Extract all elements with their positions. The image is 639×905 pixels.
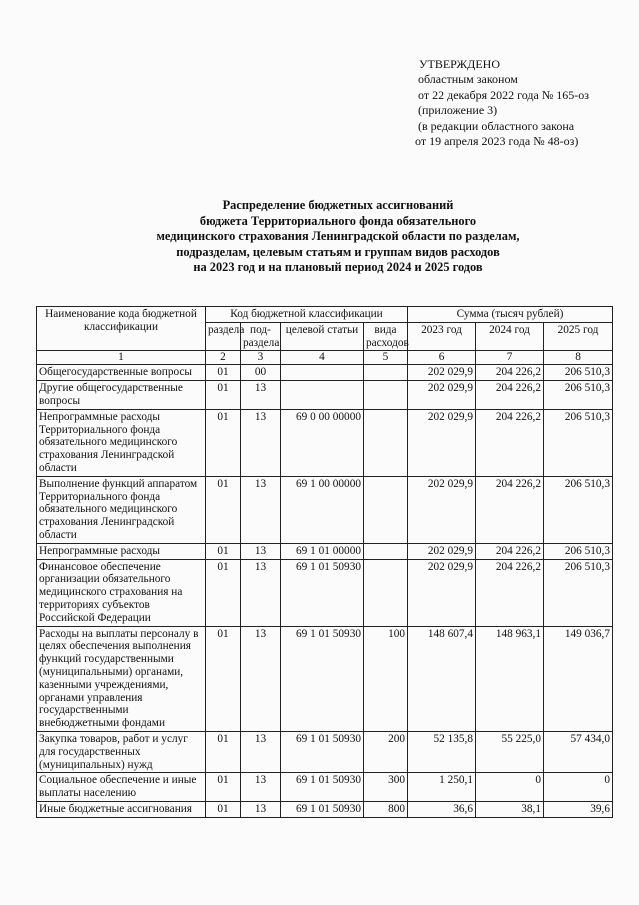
row-sum-2023: 202 029,9 xyxy=(408,365,476,381)
row-name: Общегосударственные вопросы xyxy=(37,365,206,381)
column-number: 5 xyxy=(364,351,408,365)
row-sum-2023: 52 135,8 xyxy=(408,731,476,772)
row-subsection: 00 xyxy=(241,365,281,381)
row-subsection: 13 xyxy=(241,801,281,817)
table-row xyxy=(37,626,613,731)
table-row xyxy=(37,543,613,559)
row-name: Социальное обеспечение и иные выплаты населению xyxy=(37,773,206,802)
row-name: Финансовое обеспечение организации обязательного медицинского страхования на территориях субъектов Российской Федерации xyxy=(37,559,206,626)
row-subsection: 13 xyxy=(241,381,281,410)
row-subsection: 13 xyxy=(241,626,281,731)
column-number: 4 xyxy=(281,351,364,365)
approval-line: областным законом xyxy=(418,72,518,87)
row-sum-2024: 204 226,2 xyxy=(476,381,544,410)
table-row xyxy=(37,559,613,626)
row-kind: 300 xyxy=(364,773,408,802)
row-sum-2024: 204 226,2 xyxy=(476,365,544,381)
row-name: Выполнение функций аппаратом Территориального фонда обязательного медицинского страхования Ленинградской области xyxy=(37,476,206,543)
row-sum-2023: 202 029,9 xyxy=(408,476,476,543)
row-section: 01 xyxy=(206,626,241,731)
row-kind xyxy=(364,365,408,381)
row-sum-2024: 0 xyxy=(476,773,544,802)
row-section: 01 xyxy=(206,559,241,626)
row-sum-2025: 206 510,3 xyxy=(544,559,613,626)
header-code: Код бюджетной классификации xyxy=(206,307,408,323)
row-target: 69 1 01 50930 xyxy=(281,559,364,626)
row-target: 69 1 01 50930 xyxy=(281,731,364,772)
row-target: 69 1 00 00000 xyxy=(281,476,364,543)
header-subsection: под-раздела xyxy=(241,322,281,351)
row-sum-2023: 202 029,9 xyxy=(408,381,476,410)
budget-table xyxy=(36,306,613,818)
title-line: на 2023 год и на плановый период 2024 и 2025 годов xyxy=(193,260,483,275)
row-sum-2025: 149 036,7 xyxy=(544,626,613,731)
table-row xyxy=(37,773,613,802)
table-row xyxy=(37,409,613,476)
approval-line: от 22 декабря 2022 года № 165-оз xyxy=(418,87,590,102)
row-subsection: 13 xyxy=(241,476,281,543)
row-sum-2023: 202 029,9 xyxy=(408,543,476,559)
row-sum-2024: 55 225,0 xyxy=(476,731,544,772)
header-kind: вида расходов xyxy=(364,322,408,351)
approval-line: УТВЕРЖДЕНО xyxy=(419,57,501,71)
column-number-row xyxy=(37,351,613,365)
approval-stamp xyxy=(415,57,590,149)
budget-table-body xyxy=(37,365,613,817)
header-sum: Сумма (тысяч рублей) xyxy=(408,307,613,323)
approval-line: (приложение 3) xyxy=(418,103,498,118)
column-number: 2 xyxy=(206,351,241,365)
row-target: 69 0 00 00000 xyxy=(281,409,364,476)
header-2023: 2023 год xyxy=(408,322,476,351)
row-sum-2023: 202 029,9 xyxy=(408,409,476,476)
row-sum-2024: 204 226,2 xyxy=(476,543,544,559)
column-number: 8 xyxy=(544,351,613,365)
column-number: 7 xyxy=(476,351,544,365)
row-target: 69 1 01 00000 xyxy=(281,543,364,559)
row-subsection: 13 xyxy=(241,559,281,626)
row-sum-2023: 202 029,9 xyxy=(408,559,476,626)
row-kind xyxy=(364,543,408,559)
title-line: бюджета Территориального фонда обязательного xyxy=(199,213,477,228)
row-section: 01 xyxy=(206,801,241,817)
row-sum-2024: 148 963,1 xyxy=(476,626,544,731)
row-sum-2023: 36,6 xyxy=(408,801,476,817)
table-row xyxy=(37,476,613,543)
table-row xyxy=(37,801,613,817)
table-row xyxy=(37,381,613,410)
row-target: 69 1 01 50930 xyxy=(281,801,364,817)
row-section: 01 xyxy=(206,773,241,802)
header-section: раздела xyxy=(206,322,241,351)
column-number: 6 xyxy=(408,351,476,365)
column-number: 3 xyxy=(241,351,281,365)
row-sum-2025: 206 510,3 xyxy=(544,476,613,543)
row-sum-2024: 204 226,2 xyxy=(476,559,544,626)
row-subsection: 13 xyxy=(241,731,281,772)
row-sum-2025: 206 510,3 xyxy=(544,381,613,410)
row-name: Другие общегосударственные вопросы xyxy=(37,381,206,410)
row-section: 01 xyxy=(206,409,241,476)
row-sum-2023: 148 607,4 xyxy=(408,626,476,731)
row-sum-2025: 206 510,3 xyxy=(544,409,613,476)
header-2024: 2024 год xyxy=(476,322,544,351)
row-subsection: 13 xyxy=(241,409,281,476)
row-section: 01 xyxy=(206,381,241,410)
row-target xyxy=(281,365,364,381)
row-target: 69 1 01 50930 xyxy=(281,773,364,802)
row-kind xyxy=(364,409,408,476)
title-line: медицинского страхования Ленинградской области по разделам, xyxy=(156,229,520,244)
row-kind xyxy=(364,381,408,410)
row-sum-2023: 1 250,1 xyxy=(408,773,476,802)
row-sum-2025: 57 434,0 xyxy=(544,731,613,772)
row-section: 01 xyxy=(206,731,241,772)
row-name: Расходы на выплаты персоналу в целях обеспечения выполнения функций государственными (муниципальными) органами, казенными учреждениями, органами управления государственными внебюджетными фондами xyxy=(37,626,206,731)
row-section: 01 xyxy=(206,543,241,559)
row-sum-2024: 204 226,2 xyxy=(476,476,544,543)
row-sum-2025: 206 510,3 xyxy=(544,543,613,559)
row-kind: 200 xyxy=(364,731,408,772)
document-title xyxy=(0,198,639,276)
header-2025: 2025 год xyxy=(544,322,613,351)
row-name: Непрограммные расходы Территориального фонда обязательного медицинского страхования Ленинградской области xyxy=(37,409,206,476)
approval-line: от 19 апреля 2023 года № 48-оз) xyxy=(415,134,579,149)
title-line: Распределение бюджетных ассигнований xyxy=(222,198,454,212)
row-kind: 100 xyxy=(364,626,408,731)
row-section: 01 xyxy=(206,365,241,381)
row-sum-2025: 206 510,3 xyxy=(544,365,613,381)
row-kind xyxy=(364,559,408,626)
row-sum-2024: 204 226,2 xyxy=(476,409,544,476)
column-number: 1 xyxy=(37,351,206,365)
row-name: Иные бюджетные ассигнования xyxy=(37,801,206,817)
row-target: 69 1 01 50930 xyxy=(281,626,364,731)
row-name: Непрограммные расходы xyxy=(37,543,206,559)
row-sum-2025: 39,6 xyxy=(544,801,613,817)
row-section: 01 xyxy=(206,476,241,543)
row-kind xyxy=(364,476,408,543)
row-sum-2024: 38,1 xyxy=(476,801,544,817)
row-kind: 800 xyxy=(364,801,408,817)
title-line: подразделам, целевым статьям и группам видов расходов xyxy=(176,244,500,259)
approval-line: (в редакции областного закона xyxy=(418,118,575,133)
header-name: Наименование кода бюджетной классификации xyxy=(37,307,206,351)
header-target: целевой статьи xyxy=(281,322,364,351)
row-subsection: 13 xyxy=(241,543,281,559)
row-target xyxy=(281,381,364,410)
row-sum-2025: 0 xyxy=(544,773,613,802)
row-subsection: 13 xyxy=(241,773,281,802)
table-row xyxy=(37,731,613,772)
row-name: Закупка товаров, работ и услуг для государственных (муниципальных) нужд xyxy=(37,731,206,772)
table-row xyxy=(37,365,613,381)
